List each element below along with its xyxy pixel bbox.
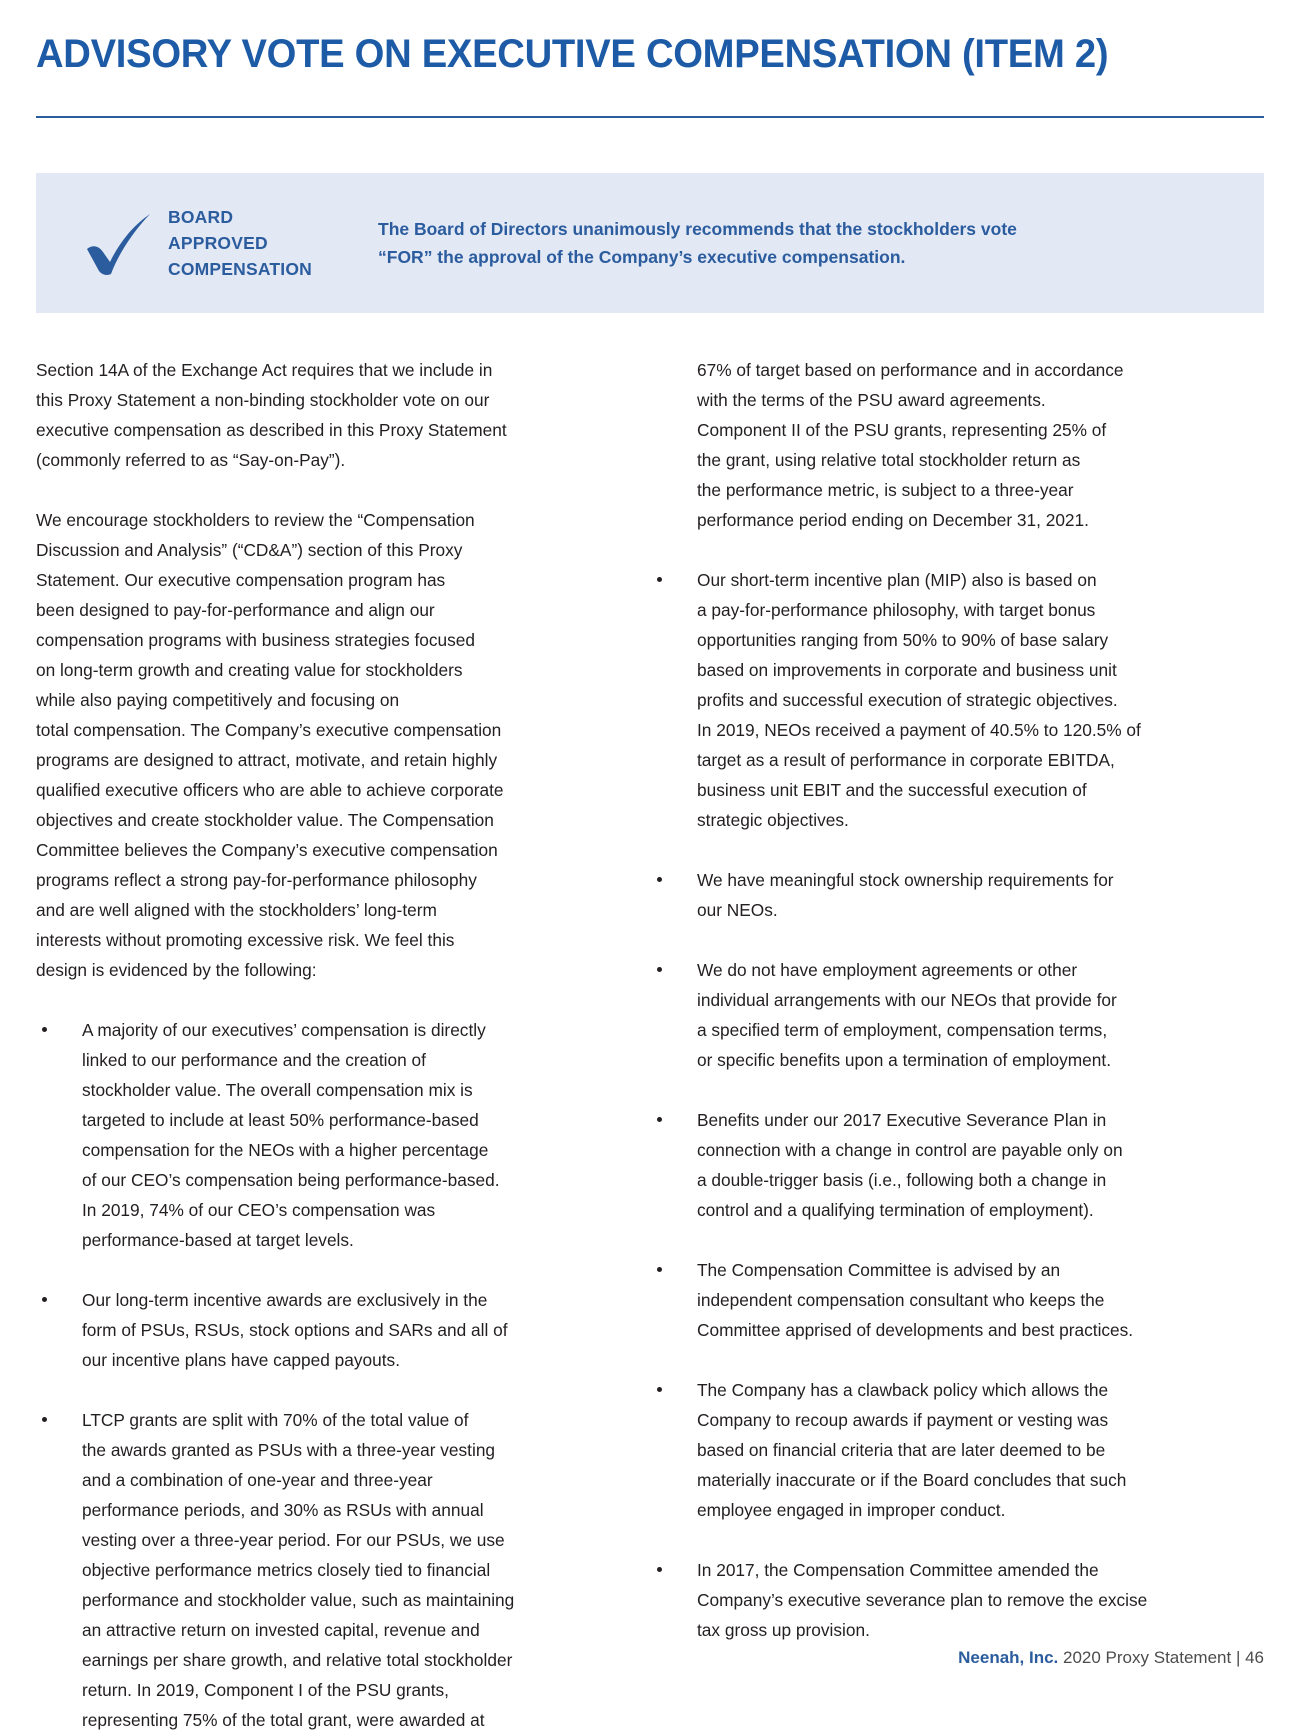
text-line: total compensation. The Company’s executive compensation xyxy=(36,720,502,740)
text-line: linked to our performance and the creation of xyxy=(82,1050,426,1070)
bullet-text xyxy=(82,1015,581,1255)
bullet-dot-icon xyxy=(657,877,662,882)
text-line: performance period ending on December 31, 2021. xyxy=(697,510,1089,530)
text-line: a specified term of employment, compensation terms, xyxy=(697,1020,1108,1040)
footer-brand: Neenah, Inc. xyxy=(958,1648,1059,1667)
bullet-dot-icon xyxy=(657,1567,662,1572)
text-line: Statement. Our executive compensation program has xyxy=(36,570,446,590)
text-line: target as a result of performance in corporate EBITDA, xyxy=(697,750,1115,770)
text-line: based on financial criteria that are later deemed to be xyxy=(697,1440,1106,1460)
text-line: materially inaccurate or if the Board concludes that such xyxy=(697,1470,1127,1490)
recommendation-line2: “FOR” the approval of the Company’s executive compensation. xyxy=(378,247,906,267)
bullet-text xyxy=(697,865,1196,925)
bullet-dot-icon xyxy=(657,1117,662,1122)
text-line: 67% of target based on performance and in accordance xyxy=(697,360,1124,380)
text-line: Committee believes the Company’s executive compensation xyxy=(36,840,498,860)
callout-label-line2: APPROVED xyxy=(168,233,268,253)
footer-page-number: 46 xyxy=(1245,1648,1264,1667)
text-line: independent compensation consultant who keeps the xyxy=(697,1290,1105,1310)
bullet-dot-icon xyxy=(657,967,662,972)
text-line: Discussion and Analysis” (“CD&A”) section of this Proxy xyxy=(36,540,463,560)
bullet-text xyxy=(82,1285,581,1375)
callout-label-line3: COMPENSATION xyxy=(168,259,313,279)
list-item xyxy=(651,865,1196,925)
text-line: We have meaningful stock ownership requirements for xyxy=(697,870,1114,890)
text-line: The Compensation Committee is advised by an xyxy=(697,1260,1061,1280)
text-line: been designed to pay-for-performance and align our xyxy=(36,600,435,620)
bullet-dot-icon xyxy=(657,1267,662,1272)
body-columns xyxy=(36,355,1264,1735)
bullet-text xyxy=(697,1555,1196,1645)
text-line: targeted to include at least 50% performance-based xyxy=(82,1110,479,1130)
text-line: stockholder value. The overall compensation mix is xyxy=(82,1080,473,1100)
text-line: a double-trigger basis (i.e., following both a change in xyxy=(697,1170,1107,1190)
text-line: Company to recoup awards if payment or vesting was xyxy=(697,1410,1109,1430)
list-item xyxy=(651,1375,1196,1525)
text-line: control and a qualifying termination of employment). xyxy=(697,1200,1094,1220)
footer-separator: | xyxy=(1235,1648,1246,1667)
text-line: Our long-term incentive awards are exclusively in the xyxy=(82,1290,488,1310)
text-line: employee engaged in improper conduct. xyxy=(697,1500,1006,1520)
text-line: interests without promoting excessive risk. We feel this xyxy=(36,930,455,950)
list-item xyxy=(36,1285,581,1375)
list-item xyxy=(651,565,1196,835)
text-line: tax gross up provision. xyxy=(697,1620,870,1640)
page-title-item: (ITEM 2) xyxy=(961,32,1109,76)
text-line: programs are designed to attract, motivate, and retain highly xyxy=(36,750,498,770)
text-line: A majority of our executives’ compensation is directly xyxy=(82,1020,486,1040)
text-line: design is evidenced by the following: xyxy=(36,960,317,980)
text-line: an attractive return on invested capital, revenue and xyxy=(82,1620,480,1640)
text-line: Component II of the PSU grants, representing 25% of xyxy=(697,420,1107,440)
text-line: Company’s executive severance plan to remove the excise xyxy=(697,1590,1148,1610)
bullet-text xyxy=(697,1105,1196,1225)
text-line: vesting over a three-year period. For our PSUs, we use xyxy=(82,1530,505,1550)
bullet-dot-icon xyxy=(42,1027,47,1032)
text-line: executive compensation as described in this Proxy Statement xyxy=(36,420,507,440)
list-item xyxy=(651,1255,1196,1345)
text-line: Our short-term incentive plan (MIP) also is based on xyxy=(697,570,1097,590)
bullet-text xyxy=(697,1375,1196,1525)
text-line: a pay-for-performance philosophy, with target bonus xyxy=(697,600,1096,620)
text-line: our incentive plans have capped payouts. xyxy=(82,1350,400,1370)
text-line: programs reflect a strong pay-for-performance philosophy xyxy=(36,870,477,890)
text-line: earnings per share growth, and relative total stockholder xyxy=(82,1650,513,1670)
page-title xyxy=(36,30,1209,78)
text-line: representing 75% of the total grant, were awarded at xyxy=(82,1710,485,1730)
left-bullet-list xyxy=(36,1015,581,1735)
page-title-main: ADVISORY VOTE ON EXECUTIVE COMPENSATION xyxy=(36,32,962,76)
page-header xyxy=(36,0,1264,118)
text-line: of our CEO’s compensation being performance-based. xyxy=(82,1170,500,1190)
paragraph-section-14a xyxy=(36,355,581,475)
left-column xyxy=(36,355,581,1735)
text-line: the grant, using relative total stockholder return as xyxy=(697,450,1081,470)
text-line: profits and successful execution of strategic objectives. xyxy=(697,690,1118,710)
text-line: and are well aligned with the stockholders’ long-term xyxy=(36,900,437,920)
text-line: In 2019, NEOs received a payment of 40.5% to 120.5% of xyxy=(697,720,1141,740)
text-line: with the terms of the PSU award agreements. xyxy=(697,390,1046,410)
list-item xyxy=(36,1405,581,1735)
recommendation-line1: The Board of Directors unanimously recommends that the stockholders vote xyxy=(378,219,1017,239)
text-line: We do not have employment agreements or other xyxy=(697,960,1078,980)
text-line: individual arrangements with our NEOs that provide for xyxy=(697,990,1117,1010)
text-line: or specific benefits upon a termination of employment. xyxy=(697,1050,1112,1070)
text-line: We encourage stockholders to review the “Compensation xyxy=(36,510,475,530)
text-line: (commonly referred to as “Say-on-Pay”). xyxy=(36,450,346,470)
text-line: strategic objectives. xyxy=(697,810,849,830)
text-line: performance periods, and 30% as RSUs with annual xyxy=(82,1500,484,1520)
bullet-text xyxy=(697,565,1196,835)
text-line: In 2019, 74% of our CEO’s compensation was xyxy=(82,1200,436,1220)
title-divider xyxy=(36,116,1264,118)
text-line: the awards granted as PSUs with a three-year vesting xyxy=(82,1440,496,1460)
text-line: business unit EBIT and the successful execution of xyxy=(697,780,1087,800)
bullet-dot-icon xyxy=(42,1417,47,1422)
text-line: Committee apprised of developments and best practices. xyxy=(697,1320,1134,1340)
text-line: the performance metric, is subject to a three-year xyxy=(697,480,1074,500)
text-line: LTCP grants are split with 70% of the total value of xyxy=(82,1410,469,1430)
paragraph-psu-continuation xyxy=(651,355,1196,535)
text-line: performance and stockholder value, such as maintaining xyxy=(82,1590,515,1610)
checkmark-icon xyxy=(80,205,156,281)
text-line: qualified executive officers who are able to achieve corporate xyxy=(36,780,504,800)
right-bullet-list xyxy=(651,565,1196,1645)
bullet-text xyxy=(82,1405,581,1735)
text-line: Section 14A of the Exchange Act requires that we include in xyxy=(36,360,493,380)
bullet-dot-icon xyxy=(657,1387,662,1392)
bullet-text xyxy=(697,955,1196,1075)
text-line: objective performance metrics closely tied to financial xyxy=(82,1560,491,1580)
bullet-dot-icon xyxy=(657,577,662,582)
text-line: on long-term growth and creating value for stockholders xyxy=(36,660,463,680)
text-line: performance-based at target levels. xyxy=(82,1230,354,1250)
paragraph-cda-overview xyxy=(36,505,581,985)
callout-label xyxy=(168,204,368,282)
text-line: and a combination of one-year and three-year xyxy=(82,1470,433,1490)
text-line: while also paying competitively and focusing on xyxy=(36,690,400,710)
board-recommendation-callout xyxy=(36,173,1264,313)
list-item xyxy=(651,1555,1196,1645)
text-line: compensation for the NEOs with a higher percentage xyxy=(82,1140,489,1160)
bullet-dot-icon xyxy=(42,1297,47,1302)
list-item xyxy=(36,1015,581,1255)
text-line: opportunities ranging from 50% to 90% of base salary xyxy=(697,630,1109,650)
right-column xyxy=(651,355,1196,1645)
text-line: based on improvements in corporate and business unit xyxy=(697,660,1117,680)
text-line: Benefits under our 2017 Executive Severance Plan in xyxy=(697,1110,1107,1130)
bullet-text xyxy=(697,1255,1196,1345)
callout-label-line1: BOARD xyxy=(168,207,234,227)
text-line: In 2017, the Compensation Committee amended the xyxy=(697,1560,1099,1580)
text-line: return. In 2019, Component I of the PSU grants, xyxy=(82,1680,449,1700)
list-item xyxy=(651,1105,1196,1225)
text-line: The Company has a clawback policy which allows the xyxy=(697,1380,1109,1400)
callout-recommendation-text xyxy=(368,215,1264,271)
text-line: compensation programs with business strategies focused xyxy=(36,630,475,650)
text-line: connection with a change in control are payable only on xyxy=(697,1140,1123,1160)
text-line: form of PSUs, RSUs, stock options and SARs and all of xyxy=(82,1320,508,1340)
list-item xyxy=(651,955,1196,1075)
text-line: this Proxy Statement a non-binding stockholder vote on our xyxy=(36,390,490,410)
page-footer xyxy=(958,1646,1264,1670)
text-line: objectives and create stockholder value. The Compensation xyxy=(36,810,494,830)
footer-document: 2020 Proxy Statement xyxy=(1058,1648,1236,1667)
text-line: our NEOs. xyxy=(697,900,778,920)
